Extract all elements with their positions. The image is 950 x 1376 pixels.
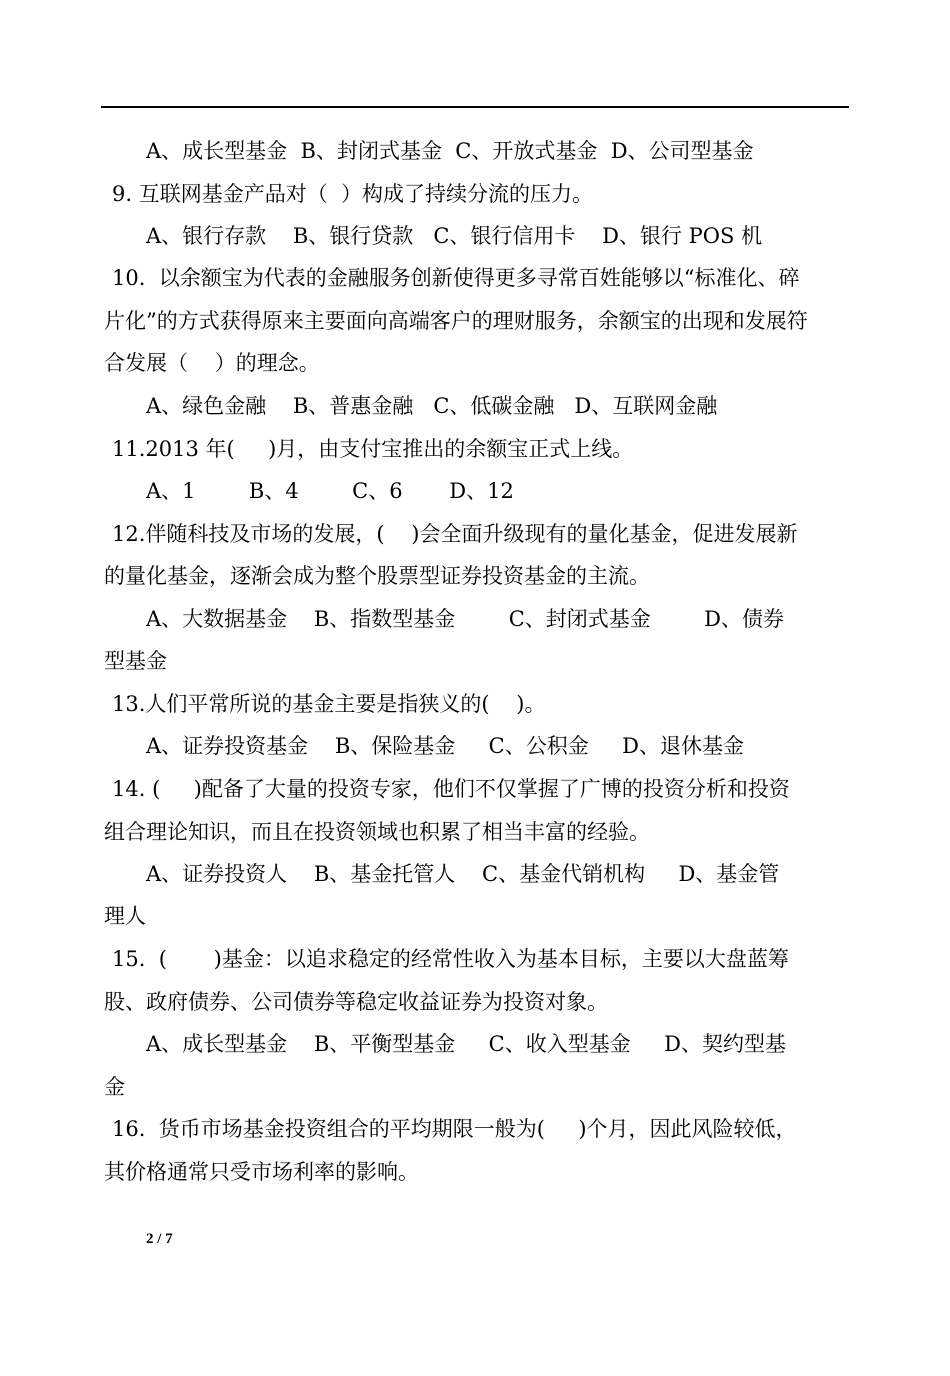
question-line: 组合理论知识，而且在投资领域也积累了相当丰富的经验。	[104, 820, 650, 844]
option-line: 理人	[104, 904, 146, 928]
option-line: A、证券投资人 B、基金托管人 C、基金代销机构 D、基金管	[146, 862, 780, 886]
question-line: 9. 互联网基金产品对（ ）构成了持续分流的压力。	[112, 182, 594, 206]
question-line: 其价格通常只受市场利率的影响。	[104, 1160, 419, 1184]
option-line: A、银行存款 B、银行贷款 C、银行信用卡 D、银行 POS 机	[146, 224, 763, 248]
page-number: 2 / 7	[146, 1231, 173, 1247]
question-line: 11.2013 年( )月，由支付宝推出的余额宝正式上线。	[112, 437, 634, 461]
option-line: A、1 B、4 C、6 D、12	[146, 479, 514, 503]
option-line: A、证券投资基金 B、保险基金 C、公积金 D、退休基金	[146, 734, 744, 758]
question-line: 合发展（ ）的理念。	[104, 351, 320, 375]
option-line: A、大数据基金 B、指数型基金 C、封闭式基金 D、债券	[146, 607, 785, 631]
header-rule	[101, 106, 849, 108]
question-line: 片化”的方式获得原来主要面向高端客户的理财服务，余额宝的出现和发展符	[104, 309, 808, 333]
question-line: 12.伴随科技及市场的发展，( )会全面升级现有的量化基金，促进发展新	[112, 522, 798, 546]
option-line: A、成长型基金 B、平衡型基金 C、收入型基金 D、契约型基	[146, 1032, 786, 1056]
question-line: 15. ( )基金：以追求稳定的经常性收入为基本目标，主要以大盘蓝筹	[112, 947, 789, 971]
option-line: A、成长型基金 B、封闭式基金 C、开放式基金 D、公司型基金	[146, 139, 754, 163]
option-line: 金	[104, 1075, 125, 1099]
question-line: 10. 以余额宝为代表的金融服务创新使得更多寻常百姓能够以“标准化、碎	[112, 266, 800, 290]
option-line: A、绿色金融 B、普惠金融 C、低碳金融 D、互联网金融	[146, 394, 718, 418]
question-line: 股、政府债券、公司债券等稳定收益证券为投资对象。	[104, 990, 608, 1014]
question-line: 13.人们平常所说的基金主要是指狭义的( )。	[112, 692, 546, 716]
question-line: 的量化基金，逐渐会成为整个股票型证券投资基金的主流。	[104, 564, 650, 588]
question-line: 16. 货币市场基金投资组合的平均期限一般为( )个月，因此风险较低，	[112, 1117, 797, 1141]
question-line: 14. ( )配备了大量的投资专家，他们不仅掌握了广博的投资分析和投资	[112, 777, 790, 801]
option-line: 型基金	[104, 649, 167, 673]
